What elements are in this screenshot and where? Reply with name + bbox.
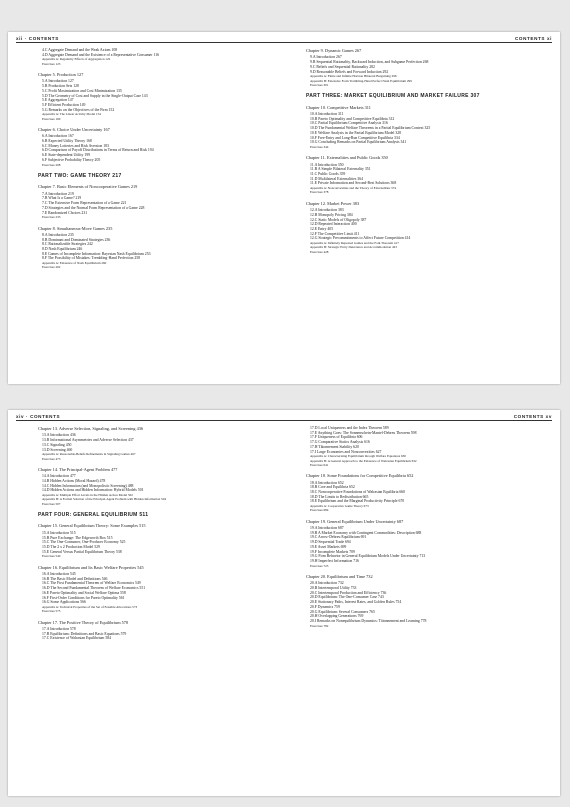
- toc-section-entry: 10.C Partial Equilibrium Competitive Analysis 316: [310, 121, 388, 126]
- chapter-block: [306, 574, 550, 628]
- toc-appendix-entry: Exercises 344: [310, 144, 329, 149]
- toc-section-entry: 18.C Noncooperative Foundations of Walrasian Equilibria 660: [310, 489, 406, 494]
- toc-section-entry: 16.E Pareto Optimality and Social Welfare Optima 558: [42, 590, 126, 595]
- toc-section-entry: 11.D Multilateral Externalities 364: [310, 176, 364, 181]
- chapter-title: Chapter 18. Some Foundations for Competitive Equilibria 652: [306, 473, 414, 479]
- chapter-block: [306, 519, 550, 568]
- toc-section-entry: 9.A Introduction 267: [310, 55, 342, 60]
- toc-continuation: [38, 48, 282, 66]
- toc-appendix-entry: Exercises 262: [42, 265, 61, 270]
- toc-section-entry: 18.D The Limits to Redistribution 665: [310, 494, 369, 499]
- toc-section-entry: 9.B Sequential Rationality, Backward Induction, and Subgame Perfection 268: [310, 60, 429, 65]
- toc-section-entry: 18.A Introduction 652: [310, 480, 344, 485]
- chapter-title: Chapter 16. Equilibrium and Its Basic Welfare Properties 545: [38, 564, 144, 570]
- toc-section-entry: 15.C The One-Consumer, One-Producer Economy 525: [42, 540, 126, 545]
- toc-section-entry: 19.B A Market Economy with Contingent Commodities: Description 688: [310, 530, 422, 535]
- toc-section-entry: 16.B The Basic Model and Definitions 546: [42, 576, 108, 581]
- toc-section-entry: 10.D The Fundamental Welfare Theorems in a Partial Equilibrium Context 325: [310, 126, 431, 131]
- toc-section-entry: 17.G Comparative Statics Analysis 616: [310, 440, 370, 445]
- toc-appendix-entry: Appendix B: A Formal Solution of the Principal-Agent Problem with Hidden Information 504: [42, 497, 166, 502]
- chapter-title: Chapter 10. Competitive Markets 311: [306, 104, 371, 110]
- chapter-title: Chapter 15. General Equilibrium Theory: Some Examples 515: [38, 523, 146, 529]
- toc-section-entry: 18.E Equilibrium and the Marginal Productivity Principle 670: [310, 499, 405, 504]
- chapter-block: [38, 226, 282, 270]
- toc-section-entry: 12.B Monopoly Pricing 384: [310, 212, 353, 217]
- header-right: CONTENTS xv: [513, 414, 552, 419]
- toc-appendix-entry: Exercises 540: [42, 554, 61, 559]
- toc-appendix-entry: Appendix A: Cooperative Game Theory 673: [310, 504, 369, 509]
- toc-section-entry: 19.E Asset Markets 699: [310, 544, 347, 549]
- header-rule: [16, 42, 552, 43]
- right-column: [306, 48, 550, 260]
- toc-section-entry: 10.B Pareto Optimality and Competitive Equilibria 312: [310, 116, 395, 121]
- toc-appendix-entry: Exercises 123: [42, 61, 61, 66]
- toc-section-entry: 5.F Efficient Production 149: [42, 102, 86, 107]
- toc-appendix-entry: Appendix A: Reasonable-Beliefs Refinements in Signaling Games 467: [42, 452, 136, 457]
- toc-section-entry: 7.C The Extensive Form Representation of a Game 221: [42, 201, 127, 206]
- toc-section-entry: 12.F The Competitive Limit 411: [310, 231, 360, 236]
- toc-appendix-entry: Exercises 684: [310, 508, 329, 513]
- chapter-block: [38, 184, 282, 219]
- chapter-block: [38, 426, 282, 461]
- chapter-block: [38, 523, 282, 558]
- toc-section-entry: 12.E Entry 405: [310, 226, 334, 231]
- toc-section-entry: 8.A Introduction 235: [42, 232, 74, 237]
- toc-section-entry: 10.F Free-Entry and Long-Run Competitive Equilibria 334: [310, 135, 400, 140]
- toc-section-entry: 7.D Strategies and the Normal Form Representation of a Game 228: [42, 205, 145, 210]
- toc-section-entry: 9.D Reasonable Beliefs and Forward Induction 292: [310, 69, 389, 74]
- toc-appendix-entry: Exercises 725: [310, 563, 329, 568]
- toc-section-entry: 8.E Games of Incomplete Information: Bayesian Nash Equilibrium 253: [42, 251, 151, 256]
- toc-section-entry: 6.F Subjective Probability Theory 205: [42, 157, 101, 162]
- chapter-title: Chapter 8. Simultaneous-Move Games 235: [38, 225, 113, 231]
- toc-appendix-entry: Appendix A: Technical Properties of the Set of Feasible Allocations 573: [42, 604, 138, 609]
- part-heading: PART TWO: GAME THEORY 217: [38, 172, 122, 179]
- toc-section-entry: 19.C Arrow-Debreu Equilibrium 691: [310, 535, 367, 540]
- toc-section-entry: 12.G Strategic Precommitments to Affect Future Competition 414: [310, 236, 411, 241]
- toc-section-entry: 17.E Anything Goes: The Sonnenschein-Mantel-Debreu Theorem 598: [310, 430, 417, 435]
- toc-section-entry: 10.G Concluding Remarks on Partial Equilibrium Analysis 341: [310, 140, 407, 145]
- toc-appendix-entry: Appendix B: A General Approach to the Existence of Walrasian Equilibrium 632: [310, 458, 417, 463]
- toc-appendix-entry: Appendix A: Nonconvexities and the Theory of Externalities 374: [310, 186, 397, 191]
- toc-section-entry: 18.B Core and Equilibria 652: [310, 485, 355, 490]
- toc-section-entry: 13.C Signaling 450: [42, 442, 72, 447]
- toc-page-bottom: [8, 410, 560, 796]
- toc-section-entry: 7.E Randomized Choices 231: [42, 210, 88, 215]
- toc-appendix-entry: Appendix A: Characterizing Equilibrium through Welfare Equations 630: [310, 454, 406, 459]
- toc-section-entry: 10.E Welfare Analysis in the Partial Equilibrium Model 328: [310, 130, 402, 135]
- toc-section-entry: 11.E Private Information and Second-Best Solutions 368: [310, 181, 397, 186]
- toc-appendix-entry: Exercises 428: [310, 249, 329, 254]
- chapter-block: [306, 473, 550, 513]
- toc-section-entry: 14.A Introduction 477: [42, 474, 76, 479]
- toc-appendix-entry: Exercises 160: [42, 116, 61, 121]
- toc-section-entry: 8.C Rationalizable Strategies 242: [42, 242, 93, 247]
- header-right: CONTENTS xi: [515, 36, 552, 41]
- toc-section-entry: 7.B What Is a Game? 219: [42, 196, 82, 201]
- chapter-title: Chapter 7. Basic Elements of Noncooperative Games 219: [38, 184, 138, 190]
- toc-section-entry: 11.C Public Goods 359: [310, 172, 346, 177]
- chapter-block: [38, 620, 282, 642]
- header-rule: [16, 420, 552, 421]
- toc-section-entry: 15.B Pure Exchange: The Edgeworth Box 515: [42, 535, 113, 540]
- toc-section-entry: 11.A Introduction 350: [310, 162, 344, 167]
- toc-section-entry: 10.A Introduction 311: [310, 112, 344, 117]
- chapter-block: [38, 565, 282, 614]
- left-column: [38, 426, 282, 647]
- toc-section-entry: 9.C Beliefs and Sequential Rationality 282: [310, 64, 375, 69]
- chapter-title: Chapter 5. Production 127: [38, 72, 84, 77]
- toc-appendix-entry: Exercises 473: [42, 456, 61, 461]
- toc-section-entry: 20.F Dynamics 759: [310, 604, 340, 609]
- toc-section-entry: 12.C Static Models of Oligopoly 387: [310, 217, 367, 222]
- toc-section-entry: 17.H Tâtonnement Stability 620: [310, 444, 359, 449]
- toc-section-entry: 5.D The Geometry of Cost and Supply in the Single-Output Case 143: [42, 93, 148, 98]
- toc-section-entry: 6.B Expected Utility Theory 168: [42, 139, 92, 144]
- toc-section-entry: 5.A Introduction 127: [42, 79, 74, 84]
- toc-appendix-entry: Appendix A: Infinitely Repeated Games and the Folk Theorem 417: [310, 241, 399, 246]
- toc-appendix-entry: Appendix B: Strategic Entry Deterrence and Accommodation 423: [310, 245, 397, 250]
- part-heading: PART FOUR: GENERAL EQUILIBRIUM 511: [38, 511, 149, 518]
- toc-section-entry: 20.H Overlapping Generations 769: [310, 614, 364, 619]
- toc-appendix-entry: Appendix A: Existence of Nash Equilibrium 260: [42, 261, 107, 266]
- chapter-title: Chapter 6. Choice Under Uncertainty 167: [38, 126, 110, 132]
- toc-section-entry: 15.E General Versus Partial Equilibrium Theory 538: [42, 549, 122, 554]
- toc-section-entry: 15.D The 2 x 2 Production Model 529: [42, 544, 100, 549]
- toc-section-entry: 7.A Introduction 219: [42, 191, 74, 196]
- toc-section-entry: 16.G Some Applications 566: [42, 600, 86, 605]
- toc-section-entry: 14.B Hidden Actions (Moral Hazard) 478: [42, 478, 106, 483]
- toc-section-entry: 14.C Hidden Information (and Monopolistic Screening) 488: [42, 483, 134, 488]
- toc-section-entry: 20.B Intertemporal Utility 733: [310, 586, 357, 591]
- chapter-title: Chapter 17. The Positive Theory of Equilibrium 578: [38, 619, 129, 625]
- chapter-title: Chapter 12. Market Power 383: [306, 200, 360, 206]
- toc-appendix-entry: Exercises 233: [42, 215, 61, 220]
- toc-appendix-entry: Exercises 301: [310, 82, 329, 87]
- chapter-title: Chapter 9. Dynamic Games 267: [306, 48, 362, 53]
- toc-section-entry: 6.E State-dependent Utility 199: [42, 153, 91, 158]
- chapter-title: Chapter 20. Equilibrium and Time 732: [306, 573, 373, 579]
- chapter-block: [38, 467, 282, 506]
- toc-section-entry: 13.A Introduction 436: [42, 433, 76, 438]
- toc-section-entry: 4.D Aggregate Demand and the Existence of a Representative Consumer 116: [42, 52, 159, 57]
- right-column: [306, 426, 550, 634]
- toc-section-entry: 5.E Aggregation 147: [42, 98, 74, 103]
- toc-section-entry: 17.D Local Uniqueness and the Index Theorem 589: [310, 426, 389, 430]
- toc-section-entry: 20.I Remarks on Nonequilibrium Dynamics: Tâtonnement and Learning 778: [310, 618, 427, 623]
- toc-appendix-entry: Exercises 575: [42, 609, 61, 614]
- toc-section-entry: 6.C Money Lotteries and Risk Aversion 183: [42, 143, 109, 148]
- toc-section-entry: 15.A Introduction 515: [42, 530, 76, 535]
- toc-section-entry: 16.F First-Order Conditions for Pareto Optimality 561: [42, 595, 125, 600]
- header-left: xiv · CONTENTS: [16, 414, 61, 419]
- chapter-title: Chapter 13. Adverse Selection, Signaling, and Screening 436: [38, 426, 144, 431]
- toc-continuation: [306, 426, 550, 467]
- toc-section-entry: 20.D Equilibrium: The One-Consumer Case 743: [310, 595, 384, 600]
- toc-section-entry: 19.G Firm Behavior in General Equilibrium Models Under Uncertainty 713: [310, 554, 426, 559]
- toc-section-entry: 17.F Uniqueness of Equilibria 606: [310, 435, 363, 440]
- chapter-block: [38, 72, 282, 121]
- toc-section-entry: 17.I Large Economies and Nonconvexities 627: [310, 449, 382, 454]
- toc-section-entry: 5.C Profit Maximization and Cost Minimization 135: [42, 88, 122, 93]
- toc-appendix-entry: Exercises 507: [42, 501, 61, 506]
- toc-section-entry: 8.D Nash Equilibrium 246: [42, 247, 83, 252]
- toc-appendix-entry: Appendix A: Regularity Effects of Aggregation 122: [42, 57, 111, 62]
- toc-section-entry: 16.D The Second Fundamental Theorem of Welfare Economics 551: [42, 586, 146, 591]
- toc-appendix-entry: Appendix A: Finite and Infinite Horizon Bilateral Bargaining 296: [310, 74, 397, 79]
- toc-section-entry: 13.B Informational Asymmetries and Adverse Selection 437: [42, 438, 134, 443]
- toc-appendix-entry: Exercises 208: [42, 162, 61, 167]
- toc-appendix-entry: Appendix B: Extensive Form Trembling-Hand Perfect Nash Equilibrium 299: [310, 78, 412, 83]
- toc-section-entry: 17.A Introduction 578: [42, 626, 76, 631]
- part-heading: PART THREE: MARKET EQUILIBRIUM AND MARKET FAILURE 307: [306, 93, 480, 100]
- toc-section-entry: 16.A Introduction 545: [42, 572, 76, 577]
- toc-section-entry: 4.C Aggregate Demand and the Weak Axiom 108: [42, 48, 118, 52]
- toc-page-top: [8, 32, 560, 384]
- toc-section-entry: 13.D Screening 460: [42, 447, 73, 452]
- header-left: xii · CONTENTS: [16, 36, 59, 41]
- chapter-block: [38, 127, 282, 167]
- toc-section-entry: 8.B Dominant and Dominated Strategies 236: [42, 237, 111, 242]
- chapter-block: [306, 201, 550, 254]
- chapter-title: Chapter 19. General Equilibrium Under Uncertainty 687: [306, 518, 404, 524]
- toc-section-entry: 19.F Incomplete Markets 709: [310, 549, 355, 554]
- toc-section-entry: 19.A Introduction 687: [310, 526, 344, 531]
- toc-section-entry: 20.G Equilibrium: Several Consumers 765: [310, 609, 375, 614]
- toc-section-entry: 6.A Introduction 167: [42, 134, 74, 139]
- toc-appendix-entry: Appendix A: Multiple Effort Levels in the Hidden Action Model 502: [42, 493, 133, 498]
- toc-appendix-entry: Exercises 641: [310, 462, 329, 467]
- toc-section-entry: 6.D Comparison of Payoff Distributions in Terms of Return and Risk 194: [42, 148, 154, 153]
- toc-section-entry: 11.B A Simple Bilateral Externality 351: [310, 167, 371, 172]
- toc-section-entry: 5.B Production Sets 128: [42, 84, 79, 89]
- toc-appendix-entry: Exercises 378: [310, 190, 329, 195]
- toc-section-entry: 14.D Hidden Actions and Hidden Information: Hybrid Models 501: [42, 488, 144, 493]
- toc-section-entry: 12.D Repeated Interaction 400: [310, 222, 357, 227]
- left-column: [38, 48, 282, 276]
- chapter-title: Chapter 11. Externalities and Public Goods 350: [306, 155, 388, 161]
- toc-section-entry: 20.A Introduction 732: [310, 581, 344, 586]
- chapter-block: [306, 155, 550, 195]
- toc-section-entry: 19.D Sequential Trade 694: [310, 540, 351, 545]
- chapter-block: [306, 105, 550, 150]
- toc-section-entry: 12.A Introduction 383: [310, 208, 344, 213]
- toc-section-entry: 19.H Imperfect Information 716: [310, 558, 359, 563]
- toc-section-entry: 5.G Remarks on the Objectives of the Firm 152: [42, 107, 115, 112]
- chapter-block: [306, 48, 550, 87]
- toc-section-entry: 20.C Intertemporal Production and Efficiency 736: [310, 590, 387, 595]
- toc-appendix-entry: Exercises 782: [310, 623, 329, 628]
- toc-section-entry: 8.F The Possibility of Mistakes: Trembling-Hand Perfection 258: [42, 256, 141, 261]
- chapter-title: Chapter 14. The Principal-Agent Problem 477: [38, 466, 118, 472]
- toc-section-entry: 17.C Existence of Walrasian Equilibrium 584: [42, 636, 112, 641]
- toc-appendix-entry: Appendix A: The Linear Activity Model 154: [42, 112, 101, 117]
- toc-section-entry: 16.C The First Fundamental Theorem of Welfare Economics 549: [42, 581, 141, 586]
- toc-section-entry: 17.B Equilibrium: Definitions and Basic Equations 579: [42, 631, 127, 636]
- toc-section-entry: 20.E Stationary Paths, Interest Rates, and Golden Rules 754: [310, 600, 402, 605]
